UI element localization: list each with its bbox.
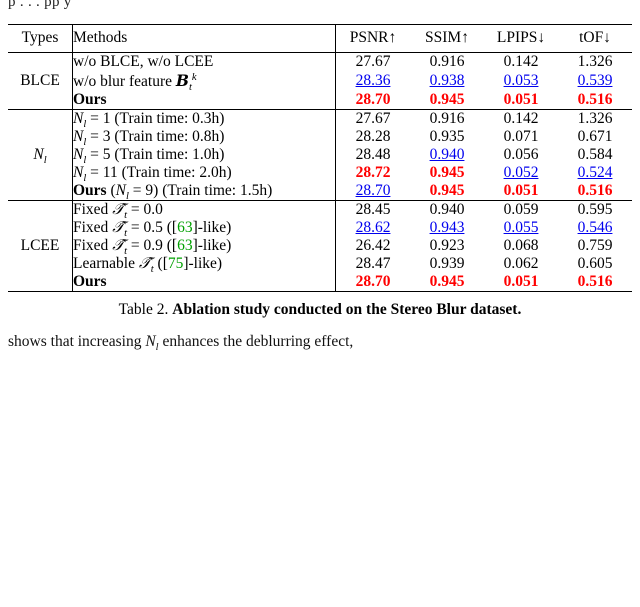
metric-tof-cell: 0.516 xyxy=(577,273,613,290)
group-label-lcee: LCEE xyxy=(8,201,73,292)
metric-ssim-cell: 0.945 xyxy=(429,273,465,290)
metric-tof-cell: 0.539 xyxy=(577,72,613,89)
metric-ssim-cell: 0.943 xyxy=(429,219,465,236)
ablation-table xyxy=(8,24,632,292)
metric-lpips-cell: 0.142 xyxy=(503,53,539,70)
metric-lpips-cell: 0.068 xyxy=(503,237,539,254)
method-cell: Ours xyxy=(73,273,107,290)
header-psnr: PSNR↑ xyxy=(336,25,411,53)
cropped-text-below-fragment: shows that increasing $N_l$ enhances the deblurring effect, xyxy=(8,333,354,353)
table-header-row xyxy=(8,25,632,53)
metric-tof-cell: 1.326 xyxy=(577,53,613,70)
table-row xyxy=(8,71,632,91)
metric-lpips-cell: 0.055 xyxy=(503,219,539,236)
metric-psnr-cell: 28.62 xyxy=(336,219,411,237)
metric-psnr-cell: 27.67 xyxy=(336,53,411,71)
metric-psnr-cell: 28.70 xyxy=(336,91,411,110)
metric-tof-cell: 0.524 xyxy=(577,164,613,181)
method-cell: $N_l = 1$ (Train time: 0.3h) xyxy=(73,110,225,131)
metric-psnr-cell: 28.45 xyxy=(336,201,411,219)
table-row xyxy=(8,237,632,255)
metric-psnr-cell: 26.42 xyxy=(336,237,411,255)
metric-ssim-cell: 0.916 xyxy=(429,110,465,127)
metric-ssim-cell: 0.916 xyxy=(429,53,465,70)
table-row xyxy=(8,255,632,273)
table-row xyxy=(8,110,632,128)
ablation-table-body xyxy=(8,25,632,54)
table-row xyxy=(8,53,632,71)
header-lpips: LPIPS↓ xyxy=(496,29,546,46)
metric-psnr-cell: 28.72 xyxy=(336,164,411,182)
method-cell: Ours xyxy=(73,91,107,108)
table-row xyxy=(8,128,632,146)
table-row xyxy=(8,201,632,219)
metric-psnr-cell: 28.70 xyxy=(336,273,411,292)
metric-tof-cell: 1.326 xyxy=(577,110,613,127)
metric-tof-cell: 0.516 xyxy=(577,182,613,199)
metric-ssim-cell: 0.945 xyxy=(429,164,465,181)
method-cell: w/o BLCE, w/o LCEE xyxy=(73,53,214,70)
metric-lpips-cell: 0.056 xyxy=(503,146,539,163)
metric-lpips-cell: 0.051 xyxy=(503,182,539,199)
metric-lpips-cell: 0.059 xyxy=(503,201,539,218)
cropped-text-above-fragment: p . . . pp y xyxy=(8,0,72,10)
metric-tof-cell: 0.759 xyxy=(577,237,613,254)
metric-tof-cell: 0.584 xyxy=(577,146,613,163)
table-bottom-rule xyxy=(8,292,632,293)
metric-tof-cell: 0.595 xyxy=(577,201,613,218)
metric-ssim-cell: 0.939 xyxy=(429,255,465,272)
metric-lpips-cell: 0.062 xyxy=(503,255,539,272)
table-row xyxy=(8,182,632,201)
method-cell: Fixed $𝒯̂_t = 0.9$ ([63]-like) xyxy=(73,237,232,258)
header-types: Types xyxy=(8,25,73,53)
method-cell: Fixed $𝒯̂_t = 0.5$ ([63]-like) xyxy=(73,219,232,240)
metric-psnr-cell: 28.48 xyxy=(336,146,411,164)
method-cell: $N_l = 11$ (Train time: 2.0h) xyxy=(73,164,232,185)
header-ssim: SSIM↑ xyxy=(425,29,469,46)
metric-psnr-cell: 27.67 xyxy=(336,110,411,128)
caption-label: Table 2. xyxy=(118,301,169,318)
metric-psnr-cell: 28.28 xyxy=(336,128,411,146)
group-label-n-l: $N_l$ xyxy=(8,110,73,201)
method-cell: w/o blur feature $B_t^k$ xyxy=(73,71,197,94)
header-methods: Methods xyxy=(73,29,128,46)
metric-tof-cell: 0.671 xyxy=(577,128,613,145)
metric-ssim-cell: 0.940 xyxy=(429,201,465,218)
method-cell: $N_l = 3$ (Train time: 0.8h) xyxy=(73,128,225,149)
table-row xyxy=(8,146,632,164)
metric-ssim-cell: 0.940 xyxy=(429,146,465,163)
table-row xyxy=(8,273,632,292)
metric-ssim-cell: 0.935 xyxy=(429,128,465,145)
ablation-groups xyxy=(8,53,632,292)
metric-psnr-cell: 28.47 xyxy=(336,255,411,273)
metric-psnr-cell: 28.70 xyxy=(336,182,411,201)
metric-lpips-cell: 0.053 xyxy=(503,72,539,89)
metric-ssim-cell: 0.945 xyxy=(429,182,465,199)
metric-ssim-cell: 0.923 xyxy=(429,237,465,254)
metric-psnr-cell: 28.36 xyxy=(336,71,411,91)
method-cell: Learnable $𝒯̂_t$ ([75]-like) xyxy=(73,255,223,276)
cropped-text-below xyxy=(8,333,632,353)
metric-lpips-cell: 0.051 xyxy=(503,91,539,108)
metric-lpips-cell: 0.052 xyxy=(503,164,539,181)
header-tof: tOF↓ xyxy=(579,29,611,46)
metric-ssim-cell: 0.938 xyxy=(429,72,465,89)
metric-tof-cell: 0.516 xyxy=(577,91,613,108)
method-cell: Fixed $𝒯̂_t = 0.0$ xyxy=(73,201,163,222)
metric-tof-cell: 0.605 xyxy=(577,255,613,272)
metric-lpips-cell: 0.071 xyxy=(503,128,539,145)
metric-tof-cell: 0.546 xyxy=(577,219,613,236)
metric-lpips-cell: 0.051 xyxy=(503,273,539,290)
method-cell: Ours $(N_l = 9)$ (Train time: 1.5h) xyxy=(73,182,273,203)
metric-ssim-cell: 0.945 xyxy=(429,91,465,108)
table-row xyxy=(8,91,632,110)
table-row xyxy=(8,164,632,182)
method-cell: $N_l = 5$ (Train time: 1.0h) xyxy=(73,146,225,167)
table-caption xyxy=(8,301,632,319)
table-row xyxy=(8,219,632,237)
metric-lpips-cell: 0.142 xyxy=(503,110,539,127)
cropped-text-above xyxy=(8,0,632,18)
caption-text: Ablation study conducted on the Stereo Blur dataset. xyxy=(172,301,522,318)
group-label-blce: BLCE xyxy=(8,53,73,110)
